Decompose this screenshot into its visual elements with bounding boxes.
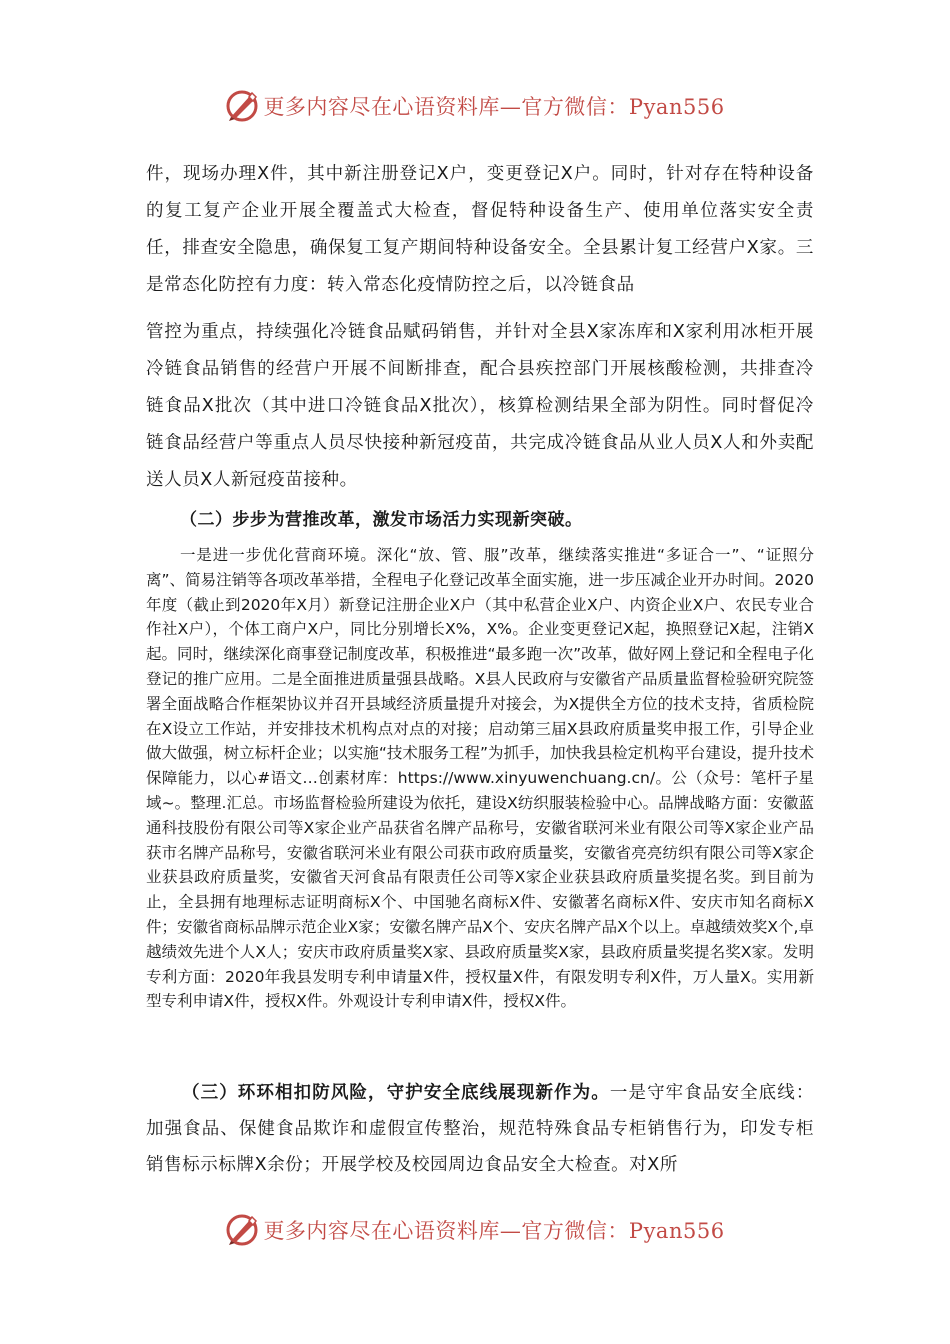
paragraph-spacer bbox=[146, 304, 814, 314]
paragraph-risk-prevention bbox=[146, 1075, 814, 1183]
header-banner-text: 更多内容尽在心语资料库—官方微信：Pyan556 bbox=[263, 95, 725, 119]
footer-banner-text: 更多内容尽在心语资料库—官方微信：Pyan556 bbox=[263, 1219, 725, 1243]
footer-banner bbox=[0, 1210, 950, 1250]
header-banner bbox=[0, 86, 950, 126]
paragraph-business-environment: 一是进一步优化营商环境。深化“放、管、服”改革，继续落实推进“多证合一”、“证照分离”、简易注销等各项改革举措，全程电子化登记改革全面实施，进一步压减企业开办时间。2020年度（截止到2020年X月）新登记注册企业X户（其中私营企业X户、内资企业X户、农民专业合作社X户），个体工商户X户，同比分别增长X%，X%。企业变更登记X起，换照登记X起，注销X起。同时，继续深化商事登记制度改革，积极推进“最多跑一次”改革，做好网上登记和全程电子化登记的推广应用。二是全面推进质量强县战略。X县人民政府与安徽省产品质量监督检验研究院签署全面战略合作框架协议并召开县域经济质量提升对接会，为X提供全方位的技术支持，省质检院在X设立工作站，并安排技术机构点对点的对接；启动第三届X县政府质量奖申报工作，引导企业做大做强，树立标杆企业；以实施“技术服务工程”为抓手，加快我县检定机构平台建设，提升技术保障能力，以心#语文…创素材库：https://www.xinyuwenchuang.cn/。公（众号：笔杆子星域~。整理.汇总。市场监督检验所建设为依托，建设X纺织服装检验中心。品牌战略方面：安徽蓝通科技股份有限公司等X家企业产品获省名牌产品称号，安徽省联河米业有限公司等X家企业产品获市名牌产品称号，安徽省联河米业有限公司获市政府质量奖，安徽省亮亮纺织有限公司等X家企业获县政府质量奖，安徽省天河食品有限责任公司等X家企业获县政府质量奖提名奖。到目前为止，全县拥有地理标志证明商标X个、中国驰名商标X件、安徽著名商标X件、安庆市知名商标X件；安徽省商标品牌示范企业X家；安徽名牌产品X个、安庆名牌产品X个以上。卓越绩效奖X个,卓越绩效先进个人X人；安庆市政府质量奖X家、县政府质量奖X家，县政府质量奖提名奖X家。发明专利方面：2020年我县发明专利申请量X件，授权量X件，有限发明专利X件，万人量X。实用新型专利申请X件，授权X件。外观设计专利申请X件，授权X件。 bbox=[146, 546, 814, 1011]
pen-logo-icon bbox=[225, 1213, 259, 1247]
section-heading-reform: （二）步步为营推改革，激发市场活力实现新突破。 bbox=[180, 510, 583, 530]
paragraph-1-part-b: 管控为重点，持续强化冷链食品赋码销售，并针对全县X家冻库和X家利用冰柜开展冷链食品销售的经营户开展不间断排查，配合县疾控部门开展核酸检测，共排查冷链食品X批次（其中进口冷链食品X批次），核算检测结果全部为阴性。同时督促冷链食品经营户等重点人员尽快接种新冠疫苗，共完成冷链食品从业人员X人和外卖配送人员X人新冠疫苗接种。 bbox=[146, 322, 814, 490]
paragraph-1-part-a: 件，现场办理X件，其中新注册登记X户，变更登记X户。同时，针对存在特种设备的复工复产企业开展全覆盖式大检查，督促特种设备生产、使用单位落实安全责任，排查安全隐患，确保复工复产期间特种设备安全。全县累计复工经营户X家。三是常态化防控有力度：转入常态化疫情防控之后，以冷链食品 bbox=[146, 164, 814, 295]
section-heading-risk: （三）环环相扣防风险，守护安全底线展现新作为。 bbox=[182, 1083, 610, 1103]
paragraph-food-safety-cold-chain bbox=[146, 156, 814, 499]
pen-logo-icon bbox=[225, 89, 259, 123]
paragraph-3-text: 一是守牢食品安全底线：加强食品、保健食品欺诈和虚假宣传整治，规范特殊食品专柜销售行为，印发专柜销售标示标牌X余份；开展学校及校园周边食品安全大检查。对X所 bbox=[146, 1083, 814, 1175]
